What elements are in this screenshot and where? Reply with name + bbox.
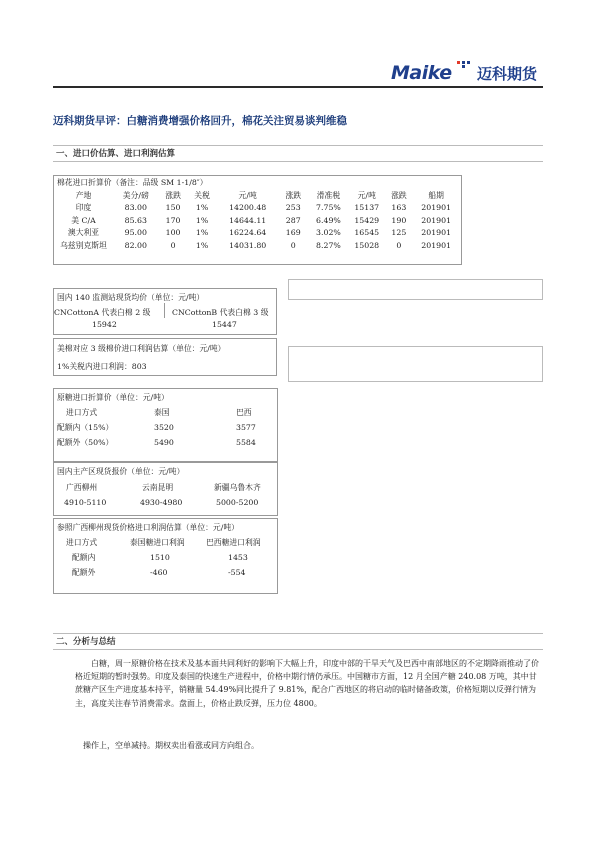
table-cell: 配额外（50%） <box>57 438 114 447</box>
table-cell: 15137 <box>354 203 380 213</box>
cncotton-b-value: 15447 <box>212 320 237 329</box>
price-cell: 5000-5200 <box>216 498 259 507</box>
table-cell: 8.27% <box>316 240 341 250</box>
domestic-cotton-box <box>53 288 277 335</box>
cncotton-b-label: CNCottonB 代表白棉 3 级 <box>172 308 269 317</box>
analysis-paragraph: 白糖，周一原糖价格在技术及基本面共同利好的影响下大幅上升，印度中部的干旱天气及巴西中南部地区的不定期降雨推动了价格近短期的暂时强势。印度及泰国的快速生产进程中，价格中期行情仍承压。中国糖市方面，12 月全国产糖 240.08 万吨，其中甘蔗糖产区生产进度基本持平，销糖量 54.49%同比提升了 9.81%，配合广西地区的将启动的临时储备政策，价格短期以反弹行情为主，高度关注春节消费需求。盘面上，价格止跌反弹，压力位 4800。 <box>75 659 539 708</box>
header-rule <box>53 86 543 88</box>
table-cell: 配额内 <box>72 553 96 562</box>
logo-dots-icon <box>455 60 477 68</box>
empty-panel <box>288 279 543 300</box>
table-row <box>54 565 275 580</box>
cotton-table <box>54 189 459 252</box>
table-cell: 3577 <box>236 423 256 432</box>
empty-panel <box>288 346 543 382</box>
table-cell: 82.00 <box>124 240 147 250</box>
table-cell: 100 <box>165 228 181 238</box>
table-cell: 6.49% <box>316 215 341 225</box>
table-cell: 14200.48 <box>229 203 267 213</box>
table-cell: 配额外 <box>72 568 96 577</box>
table-row <box>54 239 459 252</box>
table-row <box>54 420 275 435</box>
table-cell: 1510 <box>150 553 170 562</box>
table-cell: 16224.64 <box>229 228 267 238</box>
table-cell: 253 <box>285 203 301 213</box>
table-row <box>54 535 275 550</box>
col-header: 产地 <box>75 190 92 200</box>
sugar-spot-box <box>53 462 278 516</box>
table-cell: 201901 <box>421 203 452 213</box>
col-header: 巴西 <box>236 408 252 417</box>
operation-paragraph: 操作上，空单减持。期权卖出看涨或同方向组合。 <box>83 741 259 750</box>
table-cell: 201901 <box>421 240 452 250</box>
table-cell: 1% <box>195 240 209 250</box>
table-cell: 83.00 <box>124 203 147 213</box>
page-title: 迈科期货早评：白糖消费增强价格回升，棉花关注贸易谈判维稳 <box>53 115 347 127</box>
col-header: 滑准税 <box>316 190 341 200</box>
price-cell: 4910-5110 <box>64 498 107 507</box>
table-cell: 3.02% <box>316 228 341 238</box>
table-cell: 印度 <box>75 203 92 213</box>
col-header: 元/吨 <box>357 190 376 200</box>
col-header: 进口方式 <box>66 538 98 547</box>
cncotton-a-value: 15942 <box>92 320 117 329</box>
region-cell: 新疆乌鲁木齐 <box>214 483 261 492</box>
raw-sugar-import-box <box>53 388 278 462</box>
section-heading-2: 二、分析与总结 <box>53 633 543 650</box>
sugar-import-table <box>54 405 275 450</box>
table-cell: 1453 <box>228 553 248 562</box>
table-row <box>54 405 275 420</box>
col-header: 美分/磅 <box>122 190 149 200</box>
table-cell: 配额内（15%） <box>57 423 114 432</box>
table-row <box>54 214 459 227</box>
section-heading-1: 一、进口价估算、进口利润估算 <box>53 145 543 162</box>
table-cell: 1% <box>195 215 209 225</box>
sugar-profit-caption: 参照广西柳州现货价格进口利润估算（单位：元/吨） <box>57 523 239 532</box>
table-cell: 0 <box>290 240 296 250</box>
sugar-profit-table <box>54 535 275 580</box>
col-header: 关税 <box>194 190 210 200</box>
col-header: 泰国糖进口利润 <box>130 538 185 547</box>
col-header: 进口方式 <box>66 408 98 417</box>
table-cell: 201901 <box>421 215 452 225</box>
table-cell: 澳大利亚 <box>67 228 100 238</box>
table-cell: 170 <box>165 215 181 225</box>
table-cell: 287 <box>285 215 301 225</box>
table-row <box>54 202 459 215</box>
sugar-import-caption: 原糖进口折算价（单位：元/吨） <box>57 393 169 402</box>
table-cell: 15429 <box>354 215 380 225</box>
maike-logo <box>391 60 543 86</box>
sugar-spot-caption: 国内主产区现货报价（单位：元/吨） <box>57 467 185 476</box>
col-header: 船期 <box>428 190 444 200</box>
col-header: 涨跌 <box>391 190 407 200</box>
table-cell: 15028 <box>354 240 380 250</box>
col-header: 涨跌 <box>165 190 181 200</box>
table-cell: 3520 <box>154 423 174 432</box>
profit-value: 1%关税内进口利润：803 <box>57 362 147 371</box>
col-header: 元/吨 <box>238 190 257 200</box>
region-cell: 广西柳州 <box>66 483 98 492</box>
col-header: 涨跌 <box>285 190 302 200</box>
sugar-profit-box <box>53 518 278 594</box>
import-profit-box <box>53 338 277 376</box>
price-cell: 4930-4980 <box>140 498 183 507</box>
table-cell: -554 <box>228 568 246 577</box>
table-cell: 150 <box>165 203 181 213</box>
table-cell: 125 <box>391 228 407 238</box>
table-row <box>54 227 459 240</box>
table-cell: 0 <box>396 240 402 250</box>
table-row <box>54 480 275 495</box>
table-cell: 16545 <box>354 228 380 238</box>
table-cell: 乌兹别克斯坦 <box>60 240 107 250</box>
logo-wordmark: Maike <box>391 62 452 84</box>
cotton-caption: 棉花进口折算价（备注：品级 SM 1-1/8″） <box>57 178 208 187</box>
table-cell: 169 <box>285 228 301 238</box>
cell-divider <box>164 303 165 318</box>
logo-cn-name: 迈科期货 <box>477 65 538 83</box>
cotton-import-table <box>53 175 462 265</box>
table-cell: 美 C/A <box>71 215 96 225</box>
profit-caption: 美棉对应 3 级棉价进口利润估算（单位：元/吨） <box>57 344 226 353</box>
table-cell: 1% <box>195 228 209 238</box>
cotton-header-row <box>54 189 459 202</box>
table-cell: 7.75% <box>316 203 341 213</box>
table-cell: 201901 <box>421 228 452 238</box>
table-cell: 5490 <box>154 438 174 447</box>
table-row <box>54 550 275 565</box>
table-cell: 1% <box>195 203 209 213</box>
region-cell: 云南昆明 <box>142 483 174 492</box>
table-cell: 95.00 <box>124 228 147 238</box>
col-header: 泰国 <box>154 408 170 417</box>
table-row <box>54 435 275 450</box>
table-cell: 163 <box>391 203 407 213</box>
table-cell: 85.63 <box>124 215 147 225</box>
col-header: 巴西糖进口利润 <box>206 538 261 547</box>
table-cell: 0 <box>170 240 176 250</box>
table-row <box>54 495 275 510</box>
table-cell: -460 <box>150 568 168 577</box>
table-cell: 14644.11 <box>229 215 267 225</box>
table-cell: 5584 <box>236 438 256 447</box>
domestic-caption: 国内 140 监测站现货均价（单位：元/吨） <box>57 293 205 302</box>
table-cell: 14031.80 <box>229 240 267 250</box>
sugar-spot-table <box>54 480 275 510</box>
table-cell: 190 <box>391 215 407 225</box>
cncotton-a-label: CNCottonA 代表白棉 2 级 <box>54 308 151 317</box>
